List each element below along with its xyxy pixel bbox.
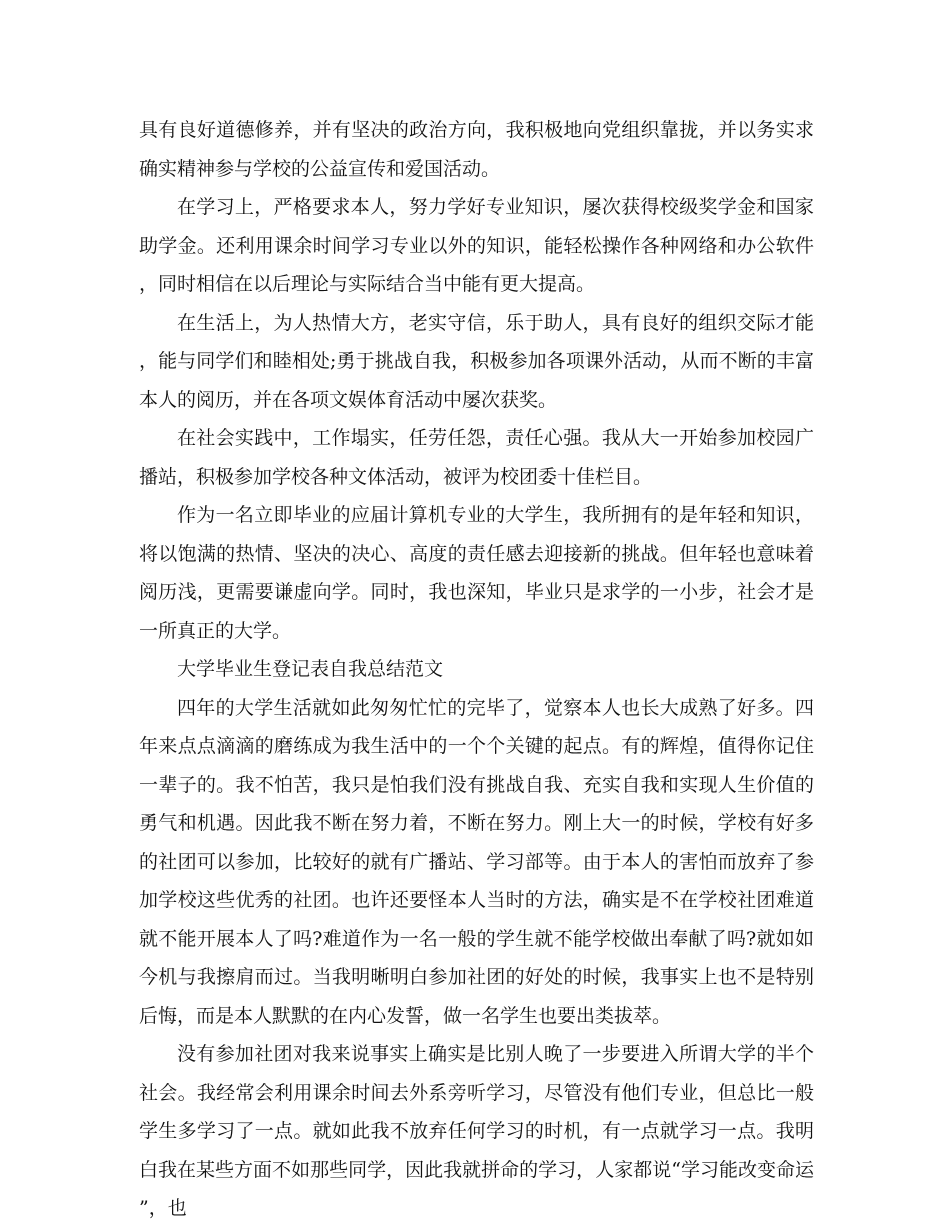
paragraph-no-club: 没有参加社团对我来说事实上确实是比别人晚了一步要进入所谓大学的半个社会。我经常会利用课余时间去外系旁听学习，尽管没有他们专业，但总比一般学生多学习了一点。就如此我不放弃任何学习的时机，有一点就学习一点。我明白我在某些方面不如那些同学，因此我就拼命的学习，人家都说“学习能改变命运”，也 bbox=[139, 1043, 814, 1219]
paragraph-life: 在生活上，为人热情大方，老实守信，乐于助人，具有良好的组织交际才能，能与同学们和睦相处;勇于挑战自我，积极参加各项课外活动，从而不断的丰富本人的阅历，并在各项文娱体育活动中屡次获奖。 bbox=[139, 311, 814, 411]
paragraph-four-years: 四年的大学生活就如此匆匆忙忙的完毕了，觉察本人也长大成熟了好多。四年来点点滴滴的磨练成为我生活中的一个个关键的起点。有的辉煌，值得你记住一辈子的。我不怕苦，我只是怕我们没有挑战自我、充实自我和实现人生价值的勇气和机遇。因此我不断在努力着，不断在努力。刚上大一的时候，学校有好多的社团可以参加，比较好的就有广播站、学习部等。由于本人的害怕而放弃了参加学校这些优秀的社团。也许还要怪本人当时的方法，确实是不在学校社团难道就不能开展本人了吗?难道作为一名一般的学生就不能学校做出奉献了吗?就如如今机与我擦肩而过。当我明晰明白参加社团的好处的时候，我事实上也不是特别后悔，而是本人默默的在内心发誓，做一名学生也要出类拔萃。 bbox=[139, 696, 814, 1027]
paragraph-social-practice: 在社会实践中，工作塌实，任劳任怨，责任心强。我从大一开始参加校园广播站，积极参加学校各种文体活动，被评为校团委十佳栏目。 bbox=[139, 427, 814, 488]
section-title: 大学毕业生登记表自我总结范文 bbox=[177, 658, 444, 680]
document-body bbox=[139, 111, 814, 1228]
paragraph-political-stance: 具有良好道德修养，并有坚决的政治方向，我积极地向党组织靠拢，并以务实求确实精神参与学校的公益宣传和爱国活动。 bbox=[139, 119, 814, 180]
paragraph-study: 在学习上，严格要求本人，努力学好专业知识，屡次获得校级奖学金和国家助学金。还利用课余时间学习专业以外的知识，能轻松操作各种网络和办公软件，同时相信在以后理论与实际结合当中能有更大提高。 bbox=[139, 196, 814, 295]
paragraph-graduate-outlook: 作为一名立即毕业的应届计算机专业的大学生，我所拥有的是年轻和知识，将以饱满的热情、坚决的决心、高度的责任感去迎接新的挑战。但年轻也意味着阅历浅，更需要谦虚向学。同时，我也深知，毕业只是求学的一小步，社会才是一所真正的大学。 bbox=[139, 504, 814, 642]
